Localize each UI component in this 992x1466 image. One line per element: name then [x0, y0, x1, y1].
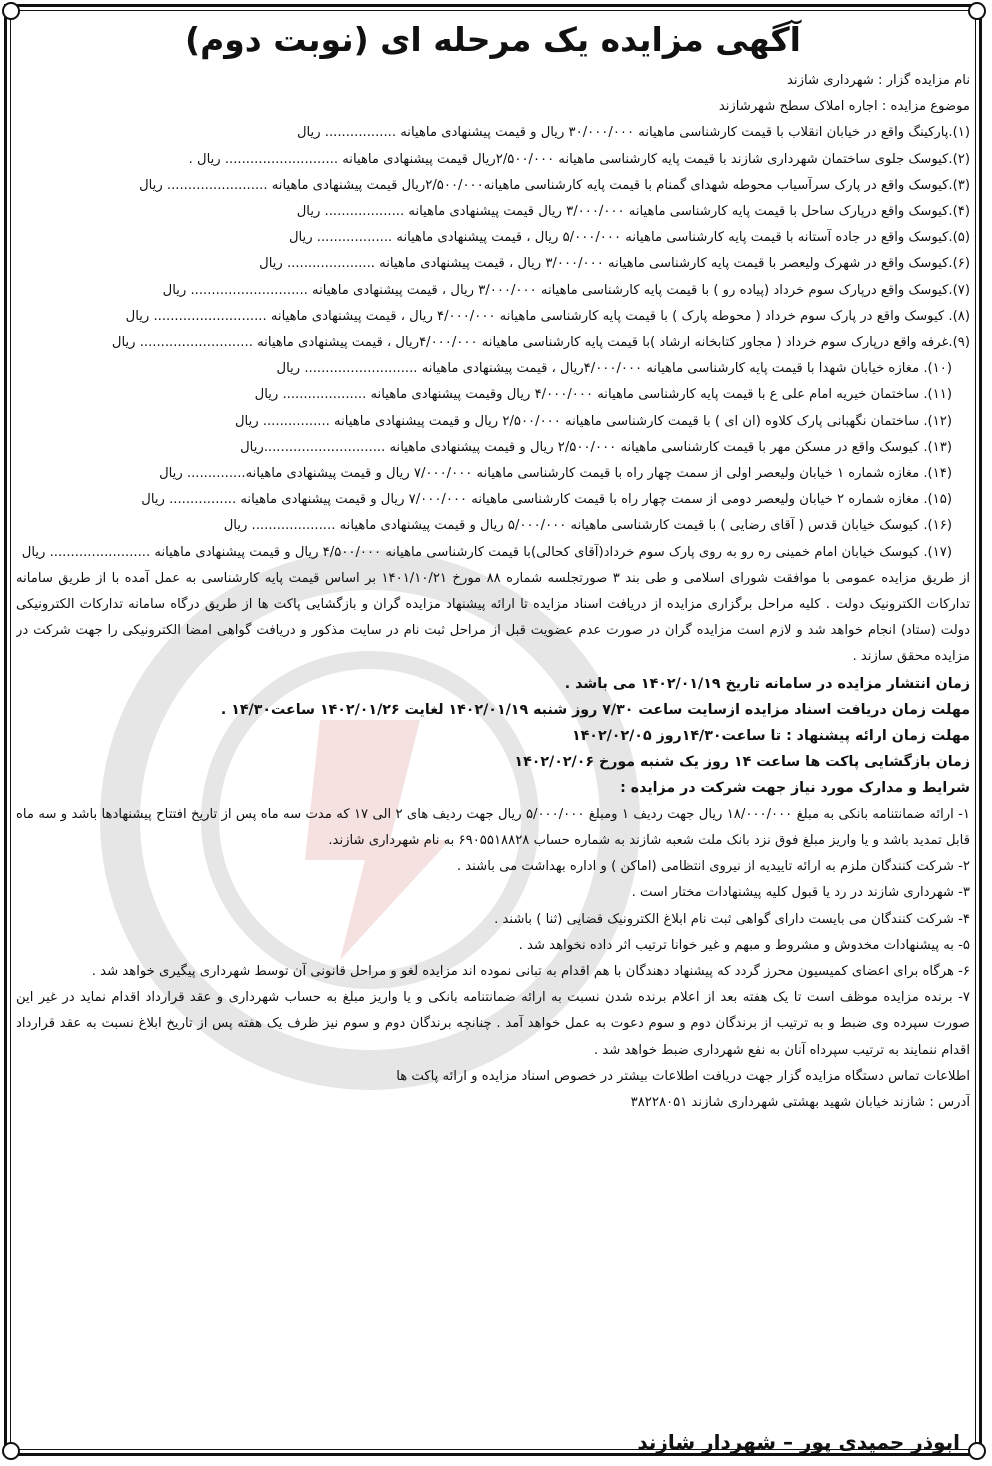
condition-item: ۶- هرگاه برای اعضای کمیسیون محرز گردد که پیشنهاد دهندگان با هم اقدام به تبانی نموده اند مزایده لغو و مراحل قانونی آن توسط شهرداری پیگیری خواهد شد .: [91, 963, 970, 979]
list-item: (۸). کیوسک واقع در پارک سوم خرداد ( محوطه پارک ) با قیمت پایه کارشناسی ماهیانه ۴/۰۰۰/۰۰۰ ریال ، قیمت پیشنهادی ماهیانه ........................... ریال: [125, 308, 970, 324]
announcement-body: [16, 14, 970, 1444]
list-item: (۹).غرفه واقع درپارک سوم خرداد ( مجاور کتابخانه ارشاد )با قیمت پایه کارشناسی ماهیانه ۴/۰۰۰/۰۰۰ریال ، قیمت پیشنهادی ماهیانه ........................... ریال: [111, 335, 970, 351]
corner-ornament-icon: [968, 1442, 986, 1460]
subject-line: موضوع مزایده : اجاره املاک سطح شهرشازند: [718, 99, 970, 115]
list-item: (۱۷). کیوسک خیابان امام خمینی ره رو به روی پارک سوم خرداد(آقای کحالی)با قیمت کارشناسی ماهیانه ۴/۵۰۰/۰۰۰ ریال و قیمت پیشنهادی ماهیانه ........................ ریال: [21, 544, 952, 560]
conditions-heading: شرایط و مدارک مورد نیاز جهت شرکت در مزایده :: [620, 780, 970, 797]
condition-item: ۵- به پیشنهادات مخدوش و مشروط و مبهم و غیر خوانا ترتیب اثر داده نخواهد شد .: [518, 937, 970, 953]
list-item: (۱۶). کیوسک خیابان قدس ( آقای رضایی ) با قیمت کارشناسی ماهیانه ۵/۰۰۰/۰۰۰ ریال و قیمت پیشنهادی ماهیانه .................... ریال: [223, 518, 952, 534]
conditions-list: [16, 802, 970, 1064]
address-line: آدرس : شازند خیابان شهید بهشتی شهرداری شازند ۳۸۲۲۸۰۵۱: [630, 1094, 970, 1110]
offer-deadline-line: مهلت زمان ارائه پیشنهاد : تا ساعت۱۴/۳۰روز ۱۴۰۲/۰۲/۰۵: [571, 728, 970, 745]
list-item: (۷).کیوسک واقع درپارک سوم خرداد (پیاده رو ) با قیمت پایه کارشناسی ماهیانه ۳/۰۰۰/۰۰۰ ریال ، قیمت پیشنهادی ماهیانه ............................ ریال: [162, 282, 970, 298]
corner-ornament-icon: [968, 2, 986, 20]
signature: ابوذر حمیدی پور – شهردار شازند: [637, 1430, 960, 1454]
page-title: آگهی مزایده یک مرحله ای (نوبت دوم): [185, 20, 801, 59]
list-item: (۵).کیوسک واقع در جاده آستانه با قیمت پایه کارشناسی ماهیانه ۵/۰۰۰/۰۰۰ ریال ، قیمت پیشنهادی ماهیانه .................. ریال: [288, 230, 970, 246]
condition-item: ۴- شرکت کنندگان می بایست دارای گواهی ثبت نام ابلاغ الکترونیک قضایی (ثنا ) باشند .: [494, 911, 970, 927]
list-item: (۱۱). ساختمان خیریه امام علی ع با قیمت پایه کارشناسی ماهیانه ۴/۰۰۰/۰۰۰ ریال وقیمت پیشنهادی ماهیانه .................... ریال: [254, 387, 952, 403]
list-item: (۴).کیوسک واقع درپارک ساحل با قیمت پایه کارشناسی ماهیانه ۳/۰۰۰/۰۰۰ ریال قیمت پیشنهادی ماهیانه ................... ریال: [296, 204, 970, 220]
list-item: (۱۰). مغازه خیابان شهدا با قیمت پایه کارشناسی ماهیانه ۴/۰۰۰/۰۰۰ریال ، قیمت پیشنهادی ماهیانه ........................... ریال: [276, 361, 952, 377]
list-item: (۱۵). مغازه شماره ۲ خیابان ولیعصر دومی از سمت چهار راه با قیمت کارشناسی ماهیانه ۷/۰۰۰/۰۰۰ ریال و قیمت پیشنهادی ماهیانه ................ ریال: [141, 492, 952, 508]
body-paragraph: از طریق مزایده عمومی با موافقت شورای اسلامی و طی بند ۳ صورتجلسه شماره ۸۸ مورخ ۱۴۰۱/۱۰/۲۱ بر اساس قیمت پایه کارشناسی به عمل آمده با از طریق سامانه تدارکات الکترونیک دولت . کلیه مراحل برگزاری مزایده از دریافت اسناد مزایده تا ارائه پیشنهاد مزایده گران و بازگشایی پاکت ها از طریق درگاه سامانه تدارکات الکترونیکی دولت (ستاد) انجام خواهد شد و لازم است مزایده گران در صورت عدم عضویت قبل از مراحل ثبت نام در سایت مذکور و دریافت گواهی امضا الکترونیکی را جهت شرکت در مزایده محقق سازند .: [16, 570, 970, 665]
condition-item: ۳- شهرداری شازند در رد یا قبول کلیه پیشنهادات مختار است .: [631, 885, 970, 901]
publish-date-line: زمان انتشار مزایده در سامانه تاریخ ۱۴۰۲/۰۱/۱۹ می باشد .: [564, 675, 970, 692]
condition-item: ۲- شرکت کنندگان ملزم به ارائه تاییدیه از نیروی انتظامی (اماکن ) و اداره بهداشت می باشند .: [456, 859, 970, 875]
list-item: (۱۴). مغازه شماره ۱ خیابان ولیعصر اولی از سمت چهار راه با قیمت کارشناسی ماهیانه ۷/۰۰۰/۰۰۰ ریال و قیمت پیشنهادی ماهیانه.............. ریال: [159, 466, 952, 482]
list-item: (۱).پارکینگ واقع در خیابان انقلاب با قیمت کارشناسی ماهیانه ۳۰/۰۰۰/۰۰۰ ریال و قیمت پیشنهادی ماهیانه ................. ریال: [296, 125, 970, 141]
condition-item: ۷- برنده مزایده موظف است تا یک هفته بعد از اعلام برنده شدن نسبت به ارائه ضمانتنامه بانکی و یا واریز مبلغ به حساب شهرداری و عقد قرارداد اقدام نماید در غیر این صورت سپرده وی ضبط و به ترتیب از برندگان دوم و سوم دعوت به عمل خواهد آمد . چنانچه برندگان دوم و سوم نیز ظرف یک هفته پس از تاریخ ابلاغ نسبت به عقد قرارداد اقدام ننمایند به ترتیب سپرداه آنان به نفع شهرداری ضبط خواهد شد .: [16, 990, 970, 1058]
opening-date-line: زمان بازگشایی پاکت ها ساعت ۱۴ روز یک شنبه مورخ ۱۴۰۲/۰۲/۰۶: [514, 754, 970, 771]
organizer-line: نام مزایده گزار : شهرداری شازند: [786, 73, 970, 88]
corner-ornament-icon: [2, 1442, 20, 1460]
list-item: (۳).کیوسک واقع در پارک سرآسیاب محوطه شهدای گمنام با قیمت پایه کارشناسی ماهیانه۲/۵۰۰/۰۰۰ریال قیمت پیشنهادی ماهیانه ........................ ریال: [139, 177, 970, 193]
list-item: (۲).کیوسک جلوی ساختمان شهرداری شازند با قیمت پایه کارشناسی ماهیانه ۲/۵۰۰/۰۰۰ریال قیمت پیشنهادی ماهیانه ........................... ریال .: [188, 151, 970, 167]
list-item: (۱۲). ساختمان نگهبانی پارک کلاوه (ان ای ) با قیمت کارشناسی ماهیانه ۲/۵۰۰/۰۰۰ ریال و قیمت پیشنهادی ماهیانه ................ ریال: [234, 413, 952, 429]
condition-item: ۱- ارائه ضمانتنامه بانکی به مبلغ ۱۸/۰۰۰/۰۰۰ ریال جهت ردیف ۱ ومبلغ ۵/۰۰۰/۰۰۰ ریال جهت ردیف های ۲ الی ۱۷ که مدت سه ماه پس از تاریخ افتتاح پیشنهادها باشد و سه ماه قابل تمدید باشد و یا واریز مبلغ فوق نزد بانک ملت شعبه شازند به شماره حساب ۶۹۰۵۵۱۸۸۲۸ به نام شهرداری شازند.: [16, 806, 970, 848]
contact-line: اطلاعات تماس دستگاه مزایده گزار جهت دریافت اطلاعات بیشتر در خصوص اسناد مزایده و ارائه پاکت ها: [396, 1068, 970, 1084]
document-deadline-line: مهلت زمان دریافت اسناد مزایده ازسایت ساعت ۷/۳۰ روز شنبه ۱۴۰۲/۰۱/۱۹ لغایت ۱۴۰۲/۰۱/۲۶ ساعت۱۴/۳۰ .: [220, 701, 970, 718]
items-list: [16, 120, 970, 565]
list-item: (۶).کیوسک واقع در شهرک ولیعصر با قیمت پایه کارشناسی ماهیانه ۳/۰۰۰/۰۰۰ ریال ، قیمت پیشنهادی ماهیانه ..................... ریال: [259, 256, 970, 272]
list-item: (۱۳). کیوسک واقع در مسکن مهر با قیمت کارشناسی ماهیانه ۲/۵۰۰/۰۰۰ ریال و قیمت پیشنهادی ماهیانه .............................ریال: [240, 439, 952, 455]
